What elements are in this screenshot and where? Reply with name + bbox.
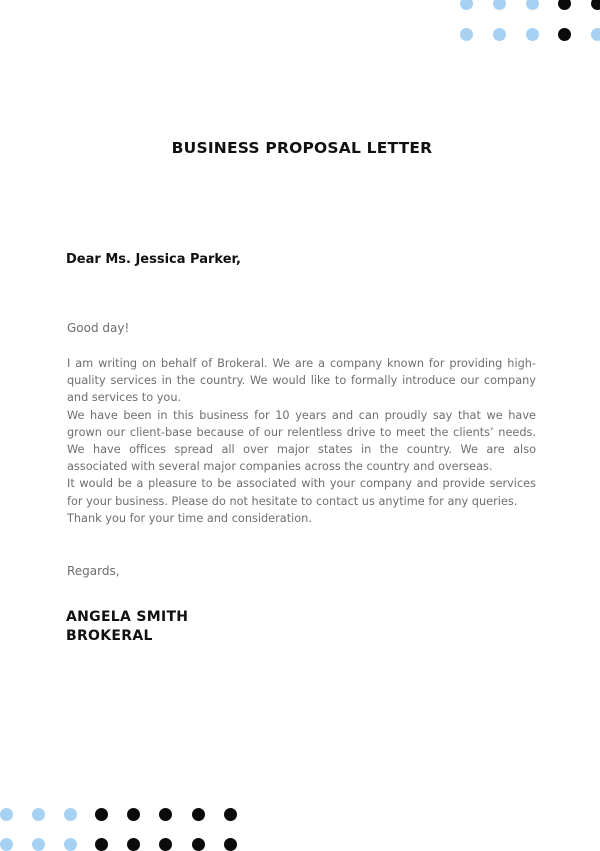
dot-dark	[159, 838, 172, 851]
letter-title: BUSINESS PROPOSAL LETTER	[171, 139, 433, 157]
dot-light	[526, 0, 539, 10]
dot-dark	[224, 808, 237, 821]
dot-dark	[95, 808, 108, 821]
dot-dark	[127, 838, 140, 851]
dot-light	[0, 808, 13, 821]
greeting: Good day!	[67, 321, 130, 335]
dot-dark	[127, 808, 140, 821]
body-paragraph: We have been in this business for 10 years and can proudly say that we have grown our client-base because of our relentless drive to meet the clients’ needs. We have offices spread all over major states in the country. We are also associated with several major companies across the country and overseas.	[67, 408, 536, 474]
dot-dark	[224, 838, 237, 851]
dot-light	[591, 28, 600, 41]
dot-dark	[159, 808, 172, 821]
dot-light	[526, 28, 539, 41]
closing: Regards,	[67, 564, 120, 578]
dot-dark	[558, 0, 571, 10]
dot-dark	[192, 838, 205, 851]
dot-light	[32, 838, 45, 851]
dot-light	[64, 838, 77, 851]
dot-light	[460, 0, 473, 10]
sender-name: ANGELA SMITH	[66, 609, 189, 625]
dot-light	[64, 808, 77, 821]
dot-light	[493, 28, 506, 41]
dot-light	[460, 28, 473, 41]
body-paragraph: It would be a pleasure to be associated with your company and provide services for your business. Please do not hesitate to contact us anytime for any queries.	[67, 477, 536, 508]
dot-dark	[192, 808, 205, 821]
dot-dark	[591, 0, 600, 10]
dot-light	[32, 808, 45, 821]
letter-body	[67, 355, 536, 527]
body-paragraph: Thank you for your time and consideration.	[67, 511, 312, 525]
dot-dark	[558, 28, 571, 41]
sender-company: BROKERAL	[66, 628, 153, 644]
dot-light	[0, 838, 13, 851]
salutation: Dear Ms. Jessica Parker,	[66, 252, 241, 267]
body-paragraph: I am writing on behalf of Brokeral. We are a company known for providing high-quality services in the country. We would like to formally introduce our company and services to you.	[67, 357, 536, 405]
dot-dark	[95, 838, 108, 851]
dot-light	[493, 0, 506, 10]
